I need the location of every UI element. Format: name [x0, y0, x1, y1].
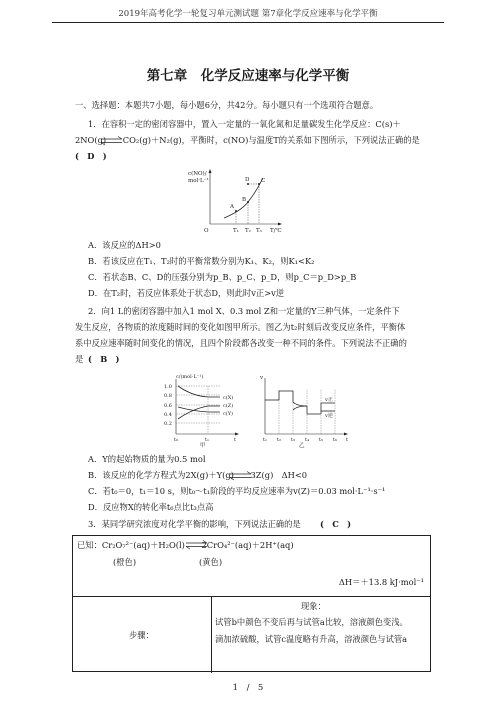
q2-line3: 系中反应速率随时间变化的情况，且四个阶段都各改变一种不同的条件。下列说法不正确的 [75, 338, 407, 348]
q3-phenomenon-label: 现象： [301, 601, 326, 611]
q2-line4: 是 [75, 354, 84, 364]
q2-yi-xtick-t5: t₅ [319, 437, 324, 443]
q3-line1: 3．某同学研究浓度对化学平衡的影响，下列说法正确的是 [88, 519, 301, 529]
q2-jia-xtick-t0: t₀ [174, 437, 179, 443]
q3-delta-h: ΔH＝＋13.8 kJ·mol⁻¹ [338, 577, 424, 587]
q2-yi-caption: 乙 [299, 443, 305, 448]
q2-jia-ytick-0.8: 0.8 [164, 393, 172, 399]
q2-yi-label-vzheng: v正 [325, 397, 333, 403]
q2-jia-series-Z: c(Z) [223, 403, 234, 409]
q2-graph-jia [162, 370, 246, 448]
q3-table [72, 535, 431, 672]
q2-jia-series-X: c(X) [223, 395, 234, 401]
q2-yi-xtick-t1: t₁ [263, 437, 268, 443]
q1-origin: O [204, 228, 209, 234]
q1-option-D: D．在T₂时，若反应体系处于状态D，则此时v正>v逆 [88, 288, 285, 298]
equilibrium-arrow-icon [183, 539, 211, 551]
q2-line1: 2．向1 L的密闭容器中加入1 mol X、0.3 mol Z和一定量的Y三种气体，一定条件下 [88, 306, 400, 316]
q1-xtick-T3: T₃ [256, 228, 262, 234]
q2-jia-ytick-1.0: 1.0 [164, 384, 172, 390]
q2-yi-label-vni: v逆 [325, 413, 333, 419]
q2-jia-ytick-0.6: 0.6 [164, 403, 172, 409]
q2-jia-caption: 甲 [200, 443, 206, 448]
q1-point-C: C [261, 178, 266, 184]
q1-point-A: A [230, 204, 234, 210]
q2-line2: 发生反应，各物质的浓度随时间的变化如图甲所示。图乙为t₂时刻后改变反应条件，平衡体 [75, 322, 406, 332]
q1-graph-ylabel1: c(NO)/ [188, 171, 207, 177]
q1-point-B: B [242, 197, 247, 203]
q3-yellow: (黄色) [199, 557, 223, 567]
header-rule [52, 22, 444, 23]
q2-jia-ytick-0.2: 0.2 [164, 421, 172, 427]
q2-option-D: D．反应物X的转化率t₆点比t₃点高 [88, 502, 214, 512]
q2-yi-xunit: t [346, 437, 349, 443]
q1-option-A: A．该反应的ΔH>0 [88, 240, 161, 250]
q1-option-B: B．若该反应在T₁、T₂时的平衡常数分别为K₁、K₂，则K₁<K₂ [88, 256, 315, 266]
q3-phenomenon-2: 滴加浓硫酸，试管c温度略有升高，溶液颜色与试管a [215, 634, 408, 644]
q2-yi-xtick-t6: t₆ [333, 437, 338, 443]
q3-phenomenon-1: 试管b中颜色不变后再与试管a比较，溶液颜色变浅。 [215, 617, 408, 627]
q2-answer: ( B ) [88, 354, 120, 364]
q3-orange: (橙色) [113, 557, 137, 567]
q2-jia-xtick-t1: t₁ [205, 437, 210, 443]
q1-graph [186, 166, 292, 234]
equilibrium-arrow-icon [98, 135, 126, 147]
q2-jia-ylabel: c/(mol·L⁻¹) [176, 374, 204, 380]
equilibrium-arrow-icon [227, 470, 255, 482]
table-col-divider [211, 596, 212, 673]
q3-known-label: 已知：Cr₂O₇²⁻(aq)＋H₂O(l) 2CrO₄²⁻(aq)＋2H⁺(aq) [77, 540, 294, 550]
q1-point-D: D [245, 177, 250, 183]
q1-xtick-T1: T₁ [233, 228, 239, 234]
q2-jia-ytick-0.4: 0.4 [164, 412, 172, 418]
q2-yi-xtick-t2: t₂ [277, 437, 282, 443]
q2-option-C: C．若t₀＝0，t₁＝10 s，则t₀～t₁阶段的平均反应速率为v(Z)＝0.03 mol·L⁻¹·s⁻¹ [88, 486, 386, 496]
q2-jia-series-Y: c(Y) [223, 411, 234, 417]
q1-graph-ylabel2: mol·L⁻¹ [188, 178, 209, 184]
q1-option-C: C．若状态B、C、D的压强分别为p_B、p_C、p_D，则p_C＝p_D>p_B [88, 272, 357, 282]
section-intro: 一、选择题：本题共7小题，每小题6分，共42分。每小题只有一个选项符合题意。 [75, 100, 379, 110]
q1-line2: 2NO(g) CO₂(g)＋N₂(g)，平衡时，c(NO)与温度T的关系如下图所示，下列说法正确的是 [75, 135, 420, 145]
q3-steps-label: 步骤： [129, 630, 154, 640]
q2-option-A: A．Y的起始物质的量为0.5 mol [88, 454, 206, 464]
q3-answer: ( C ) [320, 519, 352, 529]
chapter-title: 第七章 化学反应速率与化学平衡 [146, 68, 350, 84]
q1-xunit: T/℃ [270, 228, 282, 234]
page-header: 2019年高考化学一轮复习单元测试题 第7章化学反应速率与化学平衡 [118, 9, 378, 19]
table-row-divider [73, 596, 430, 597]
q1-answer: ( D ) [75, 151, 107, 161]
q2-jia-xunit: t [234, 437, 237, 443]
page-number: 1 / 5 [232, 683, 264, 693]
q2-yi-xtick-t4: t₄ [305, 437, 310, 443]
q2-yi-ylabel: v [260, 375, 264, 381]
q2-option-B: B．该反应的化学方程式为2X(g)＋Y(g) 3Z(g) ΔH<0 [88, 470, 308, 480]
q2-graph-yi [255, 370, 355, 448]
q1-line1: 1．在容积一定的密闭容器中，置入一定量的一氧化氮和足量碳发生化学反应：C(s)＋ [88, 119, 401, 129]
q2-yi-xtick-t3: t₃ [291, 437, 296, 443]
q1-xtick-T2: T₂ [245, 228, 251, 234]
